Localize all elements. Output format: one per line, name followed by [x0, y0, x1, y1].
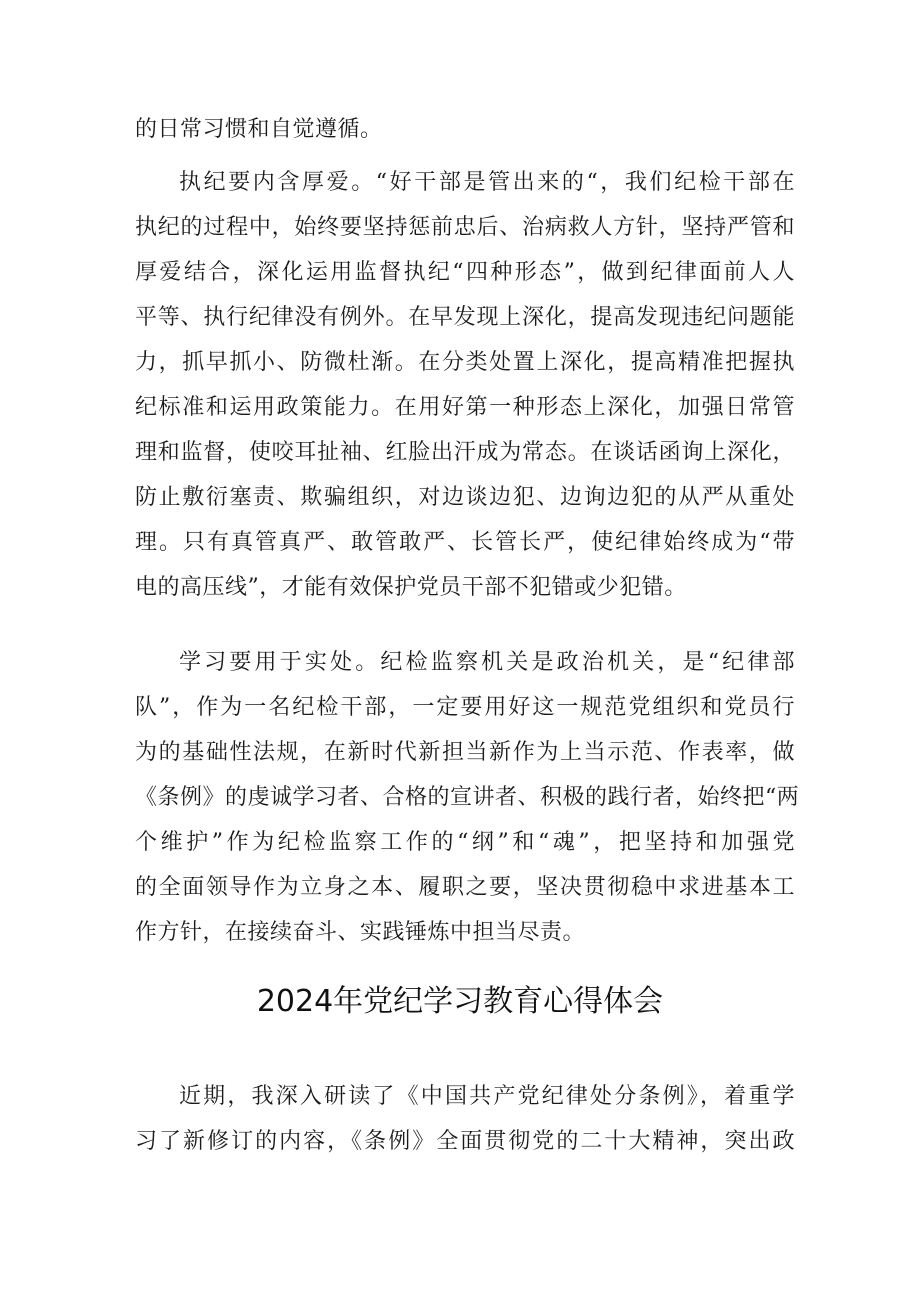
- paragraph-line: 《条例》的虔诚学习者、合格的宣讲者、积极的践行者，始终把“两: [135, 785, 800, 810]
- paragraph-line: 纪标准和运用政策能力。在用好第一种形态上深化，加强日常管: [135, 395, 795, 420]
- paragraph-line: 防止敷衍塞责、欺骗组织，对边谈边犯、边询边犯的从严从重处: [135, 485, 795, 510]
- paragraph-line: 为的基础性法规，在新时代新担当新作为上当示范、作表率，做: [135, 740, 795, 765]
- paragraph-line: 习了新修订的内容，《条例》全面贯彻党的二十大精神，突出政: [135, 1129, 795, 1154]
- paragraph-line: 理。只有真管真严、敢管敢严、长管长严，使纪律始终成为“带: [135, 530, 795, 555]
- paragraph-line: 执纪的过程中，始终要坚持惩前忠后、治病救人方针，坚持严管和: [135, 215, 795, 240]
- paragraph-line: 的全面领导作为立身之本、履职之要，坚决贯彻稳中求进基本工: [135, 875, 795, 900]
- paragraph-line: 理和监督，使咬耳扯袖、红脸出汗成为常态。在谈话函询上深化，: [135, 440, 795, 465]
- document-title: 2024年党纪学习教育心得体会: [256, 984, 664, 1019]
- paragraph-line: 作方针，在接续奋斗、实践锤炼中担当尽责。: [135, 920, 586, 945]
- paragraph-line: 近期，我深入研读了《中国共产党纪律处分条例》，着重学: [179, 1084, 795, 1109]
- paragraph-line: 厚爱结合，深化运用监督执纪“四种形态”，做到纪律面前人人: [135, 260, 795, 285]
- paragraph-line: 学习要用于实处。纪检监察机关是政治机关，是“纪律部: [179, 650, 795, 675]
- paragraph-line: 执纪要内含厚爱。“好干部是管出来的“，我们纪检干部在: [179, 170, 795, 195]
- paragraph-line: 队”，作为一名纪检干部，一定要用好这一规范党组织和党员行: [135, 695, 795, 720]
- paragraph-line: 个维护”作为纪检监察工作的“纲”和“魂”，把坚持和加强党: [135, 830, 795, 855]
- paragraph-line: 电的高压线”，才能有效保护党员干部不犯错或少犯错。: [135, 575, 687, 600]
- paragraph-line: 的日常习惯和自觉遵循。: [135, 117, 383, 142]
- paragraph-line: 力，抓早抓小、防微杜渐。在分类处置上深化，提高精准把握执: [135, 350, 795, 375]
- paragraph-line: 平等、执行纪律没有例外。在早发现上深化，提高发现违纪问题能: [135, 305, 795, 330]
